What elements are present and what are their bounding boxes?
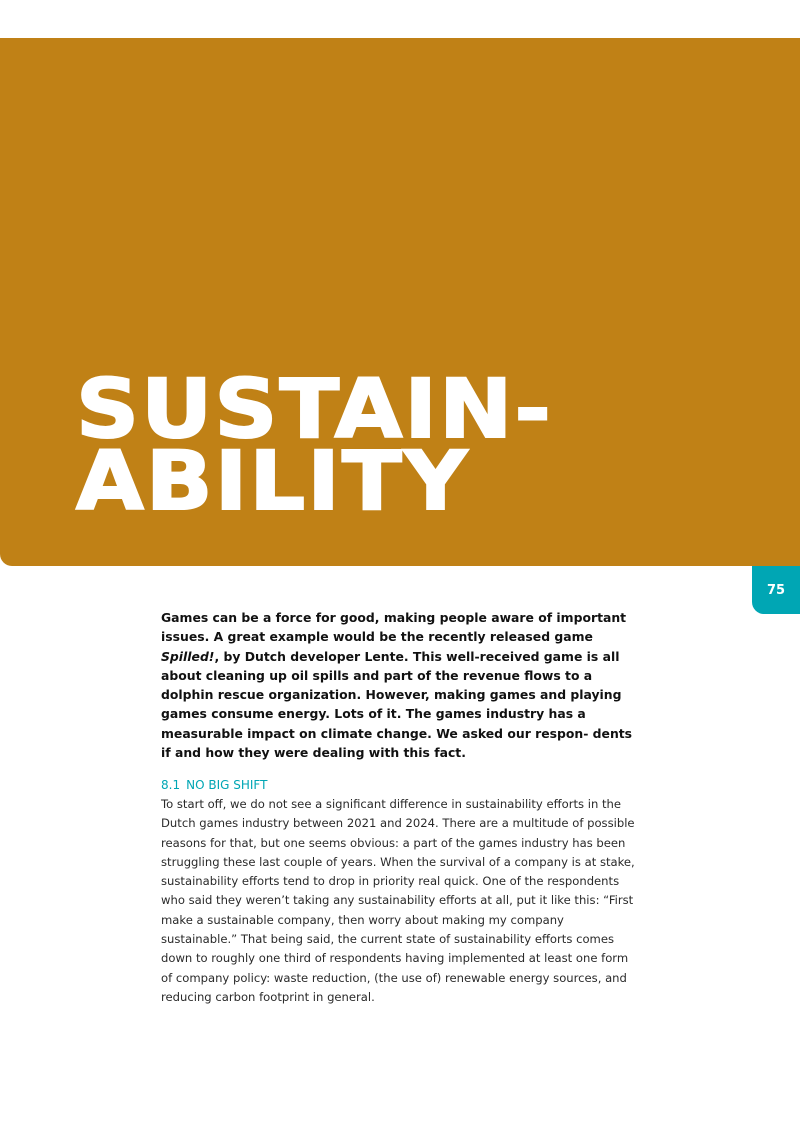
intro-paragraph [161,608,643,762]
page-number: 75 [766,582,786,598]
game-title: Spilled! [161,648,215,664]
section-body-paragraph: To start off, we do not see a significant difference in sustainability efforts in the Dutch games industry between 2021 and 2024. There are a multitude of possible reasons for that, but one seems obvious: a part of the games industry has been struggling these last couple of years. When the survival of a company is at stake, sustainability efforts tend to drop in priority real quick. One of the respondents who said they weren’t taking any sustainability efforts at all, put it like this: “First make a sustainable company, then worry about making my company sustainable.” That being said, the current state of sustainability efforts comes down to roughly one third of respondents having implemented at least one form of company policy: waste reduction, (the use of) renewable energy sources, and reducing carbon footprint in general. [161,797,635,1004]
chapter-title-line-1: SUSTAIN- [76,363,553,457]
chapter-banner [0,38,800,566]
page-number-tab [752,566,800,614]
chapter-title-line-2: ABILITY [76,435,470,529]
section-title: NO BIG SHIFT [186,778,268,792]
section-heading [161,777,267,793]
section-number: 8.1 [161,778,181,792]
intro-text-part-1: Games can be a force for good, making people aware of important issues. A great example would be the recently released game [161,610,627,645]
chapter-title [76,363,553,529]
intro-text-part-2: , by Dutch developer Lente. This well-received game is all about cleaning up oil spills and part of the revenue flows to a dolphin rescue organization. However, making games and playing games consume energy. Lots of it. The games industry has a measurable impact on climate change. We asked our respon- dents if and how they were dealing with this fact. [161,648,633,761]
